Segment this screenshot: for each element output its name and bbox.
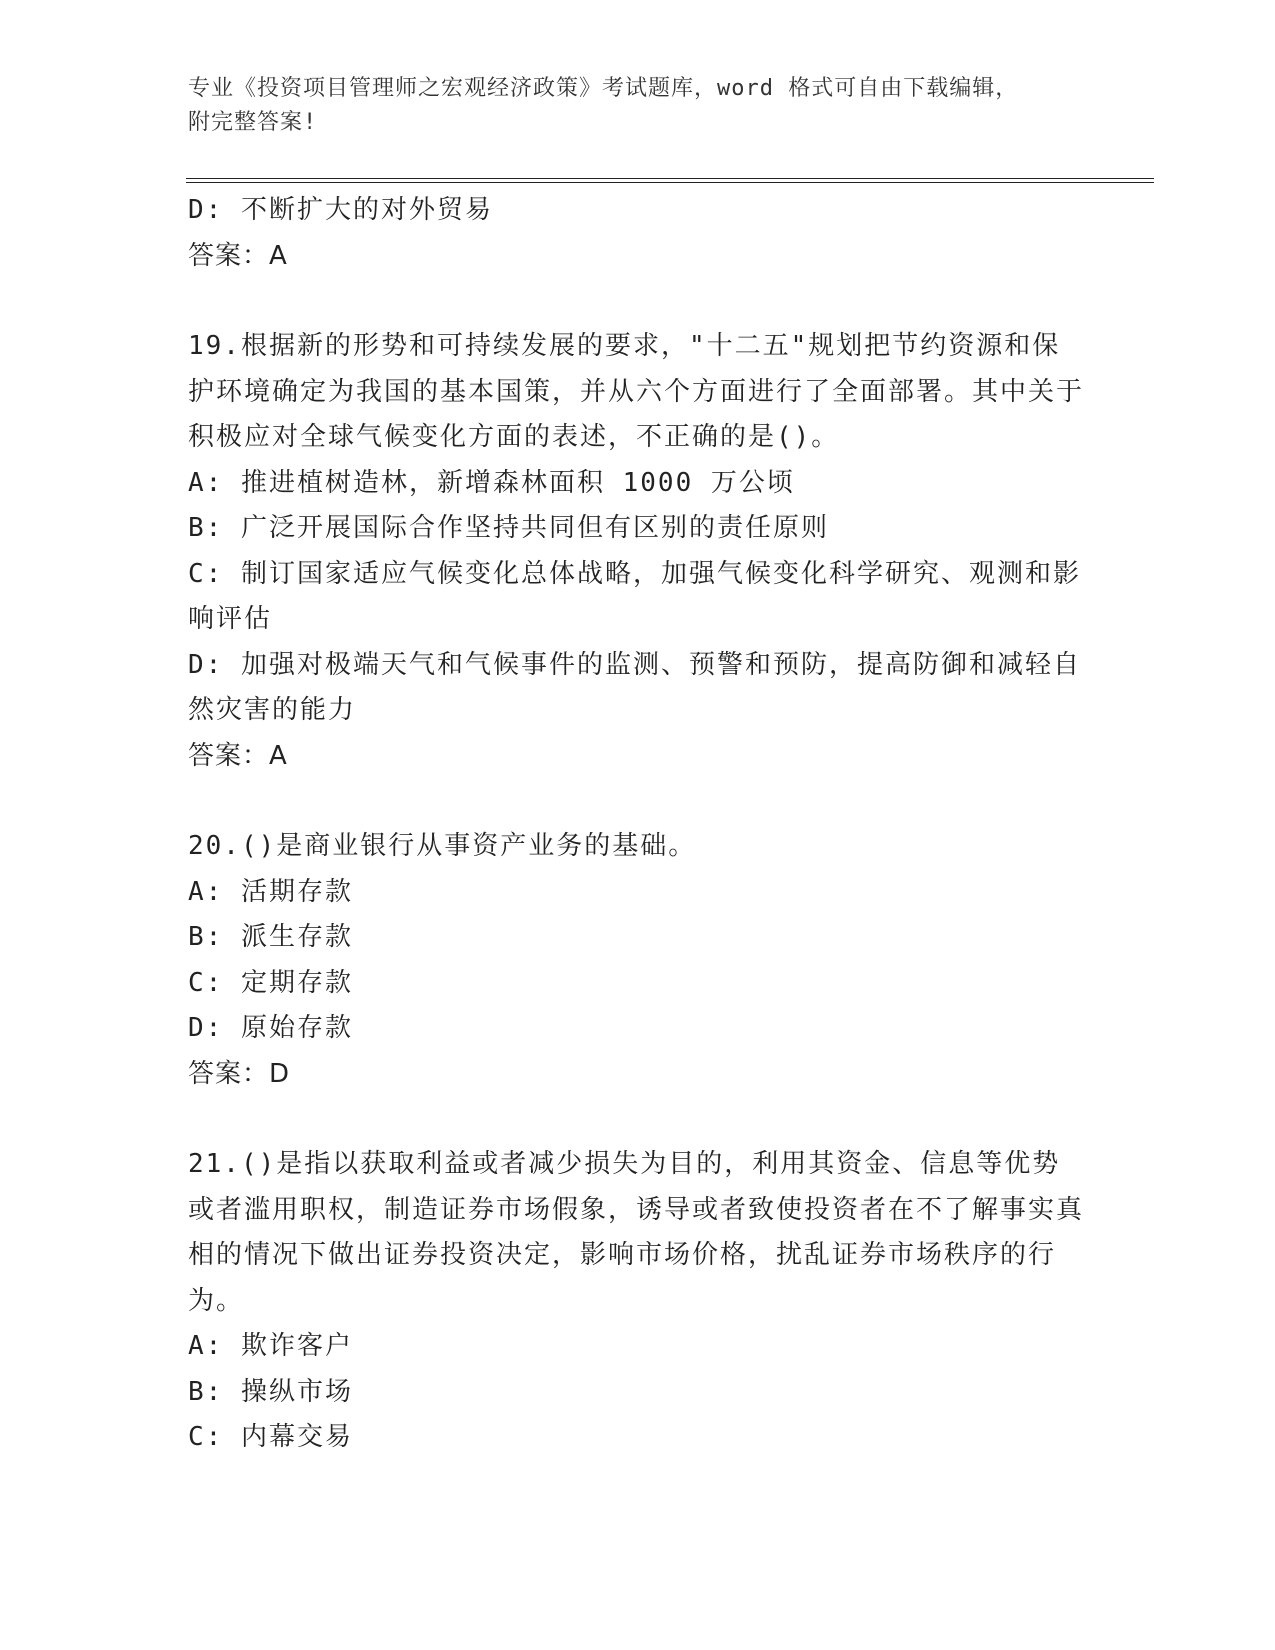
header-title-line-1: 专业《投资项目管理师之宏观经济政策》考试题库，word 格式可自由下载编辑，: [188, 76, 1019, 101]
option-d: D: 不断扩大的对外贸易: [188, 195, 493, 225]
question-text: 19.根据新的形势和可持续发展的要求，"十二五"规划把节约资源和保护环境确定为我国的基本国策，并从六个方面进行了全面部署。其中关于积极应对全球气候变化方面的表述，不正确的是()。: [188, 331, 1085, 452]
question-21: [188, 1142, 1088, 1461]
option-c: C: 定期存款: [188, 967, 353, 998]
option-b: B: 广泛开展国际合作坚持共同但有区别的责任原则: [188, 513, 829, 543]
option-a: A: 推进植树造林，新增森林面积 1000 万公顷: [188, 467, 795, 498]
option-d: D: 原始存款: [188, 1013, 353, 1043]
answer-line: 答案：D: [188, 1058, 291, 1089]
option-b: B: 派生存款: [188, 922, 353, 952]
question-20: [188, 824, 1088, 1097]
page-header: [188, 72, 1088, 140]
question-text: 21.()是指以获取利益或者减少损失为目的，利用其资金、信息等优势或者滥用职权，制造证券市场假象，诱导或者致使投资者在不了解事实真相的情况下做出证券投资决定，影响市场价格，扰乱证券市场秩序的行为。: [188, 1149, 1085, 1316]
option-d: D: 加强对极端天气和气候事件的监测、预警和预防，提高防御和减轻自然灾害的能力: [188, 649, 1081, 725]
header-title-line-2: 附完整答案!: [188, 110, 318, 135]
question-19: [188, 324, 1088, 779]
header-double-rule: [186, 178, 1154, 183]
option-c: C: 内幕交易: [188, 1422, 353, 1452]
option-c: C: 制订国家适应气候变化总体战略，加强气候变化科学研究、观测和影响评估: [188, 558, 1081, 634]
option-a: A: 欺诈客户: [188, 1331, 353, 1361]
document-body: [188, 188, 1088, 1461]
option-b: B: 操纵市场: [188, 1376, 353, 1407]
option-a: A: 活期存款: [188, 876, 353, 907]
question-text: 20.()是商业银行从事资产业务的基础。: [188, 831, 697, 861]
previous-question-tail: [188, 188, 1088, 279]
answer-line: 答案：A: [188, 740, 288, 771]
answer-line: 答案：A: [188, 240, 288, 271]
